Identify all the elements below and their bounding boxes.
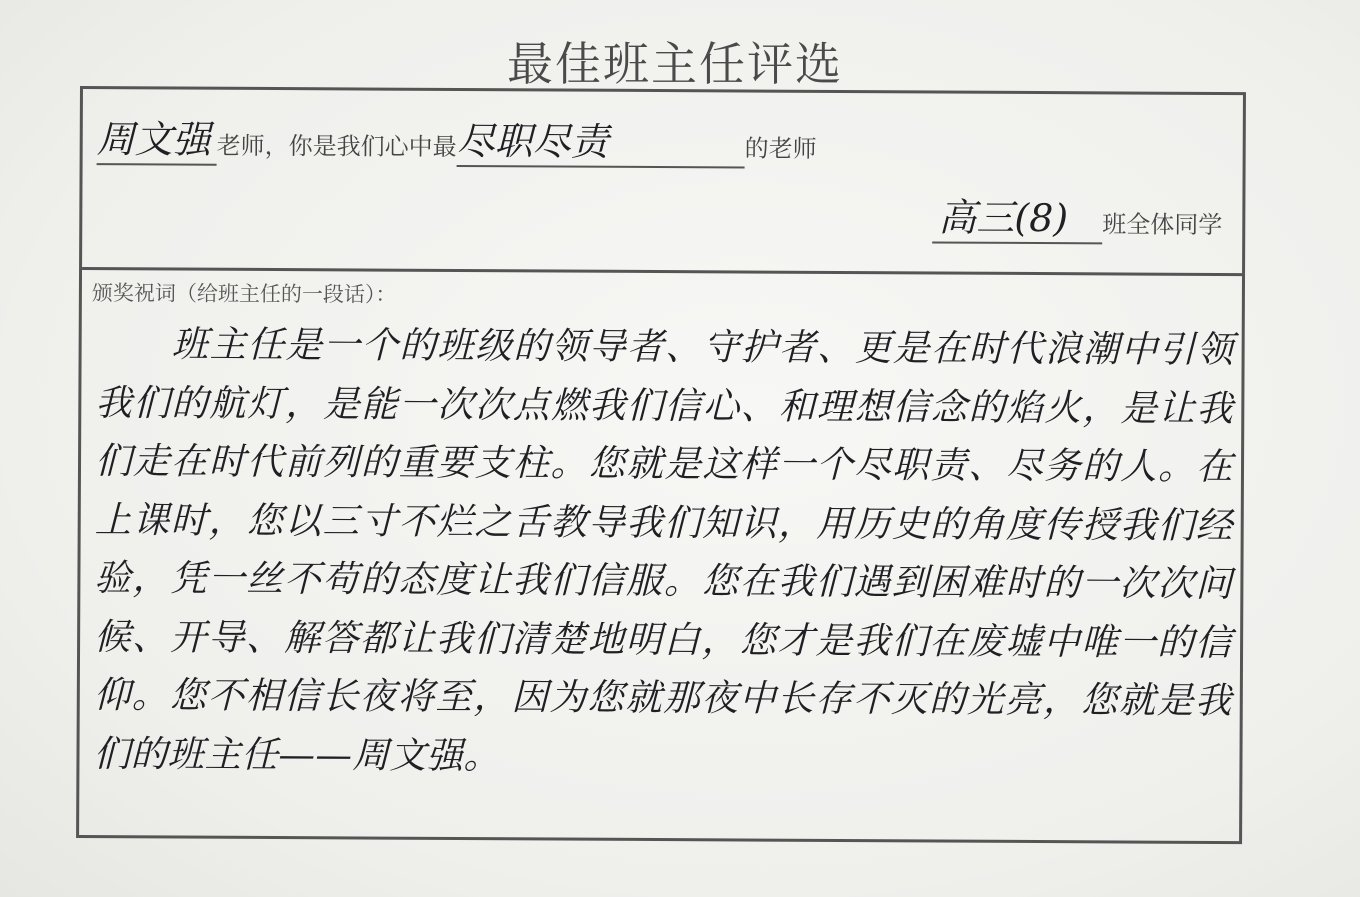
- phrase-suffix: 的老师: [744, 134, 817, 163]
- form-frame: [76, 86, 1246, 844]
- form-title: 最佳班主任评选: [507, 37, 843, 91]
- signature-line: [932, 193, 1222, 245]
- section-divider: [82, 267, 1242, 276]
- nomination-line: [97, 115, 817, 175]
- signature-suffix: 班全体同学: [1102, 210, 1223, 239]
- speech-text: 班主任是一个的班级的领导者、守护者、更是在时代浪潮中引领我们的航灯，是能一次次点燃我们信心、和理想信念的焰火，是让我们走在时代前列的重要支柱。您就是这样一个尽职责、尽务的人。在上课时，您以三寸不烂之舌教导我们知识，用历史的角度传授我们经验，凭一丝不苟的态度让我们信服。您在我们遇到困难时的一次次问候、开导、解答都让我们清楚地明白，您才是我们在废墟中唯一的信仰。您不相信长夜将至，因为您就那夜中长存不灭的光亮，您就是我们的班主任——周文强。: [93, 322, 1234, 777]
- phrase-prefix: 老师，你是我们心中最: [216, 131, 457, 161]
- section-label: 颁奖祝词（给班主任的一段话）：: [91, 281, 397, 307]
- class-name-field: 高三(8): [932, 193, 1102, 244]
- teacher-name-field: 周文强: [97, 115, 217, 166]
- quality-field: 尽职尽责: [457, 117, 745, 169]
